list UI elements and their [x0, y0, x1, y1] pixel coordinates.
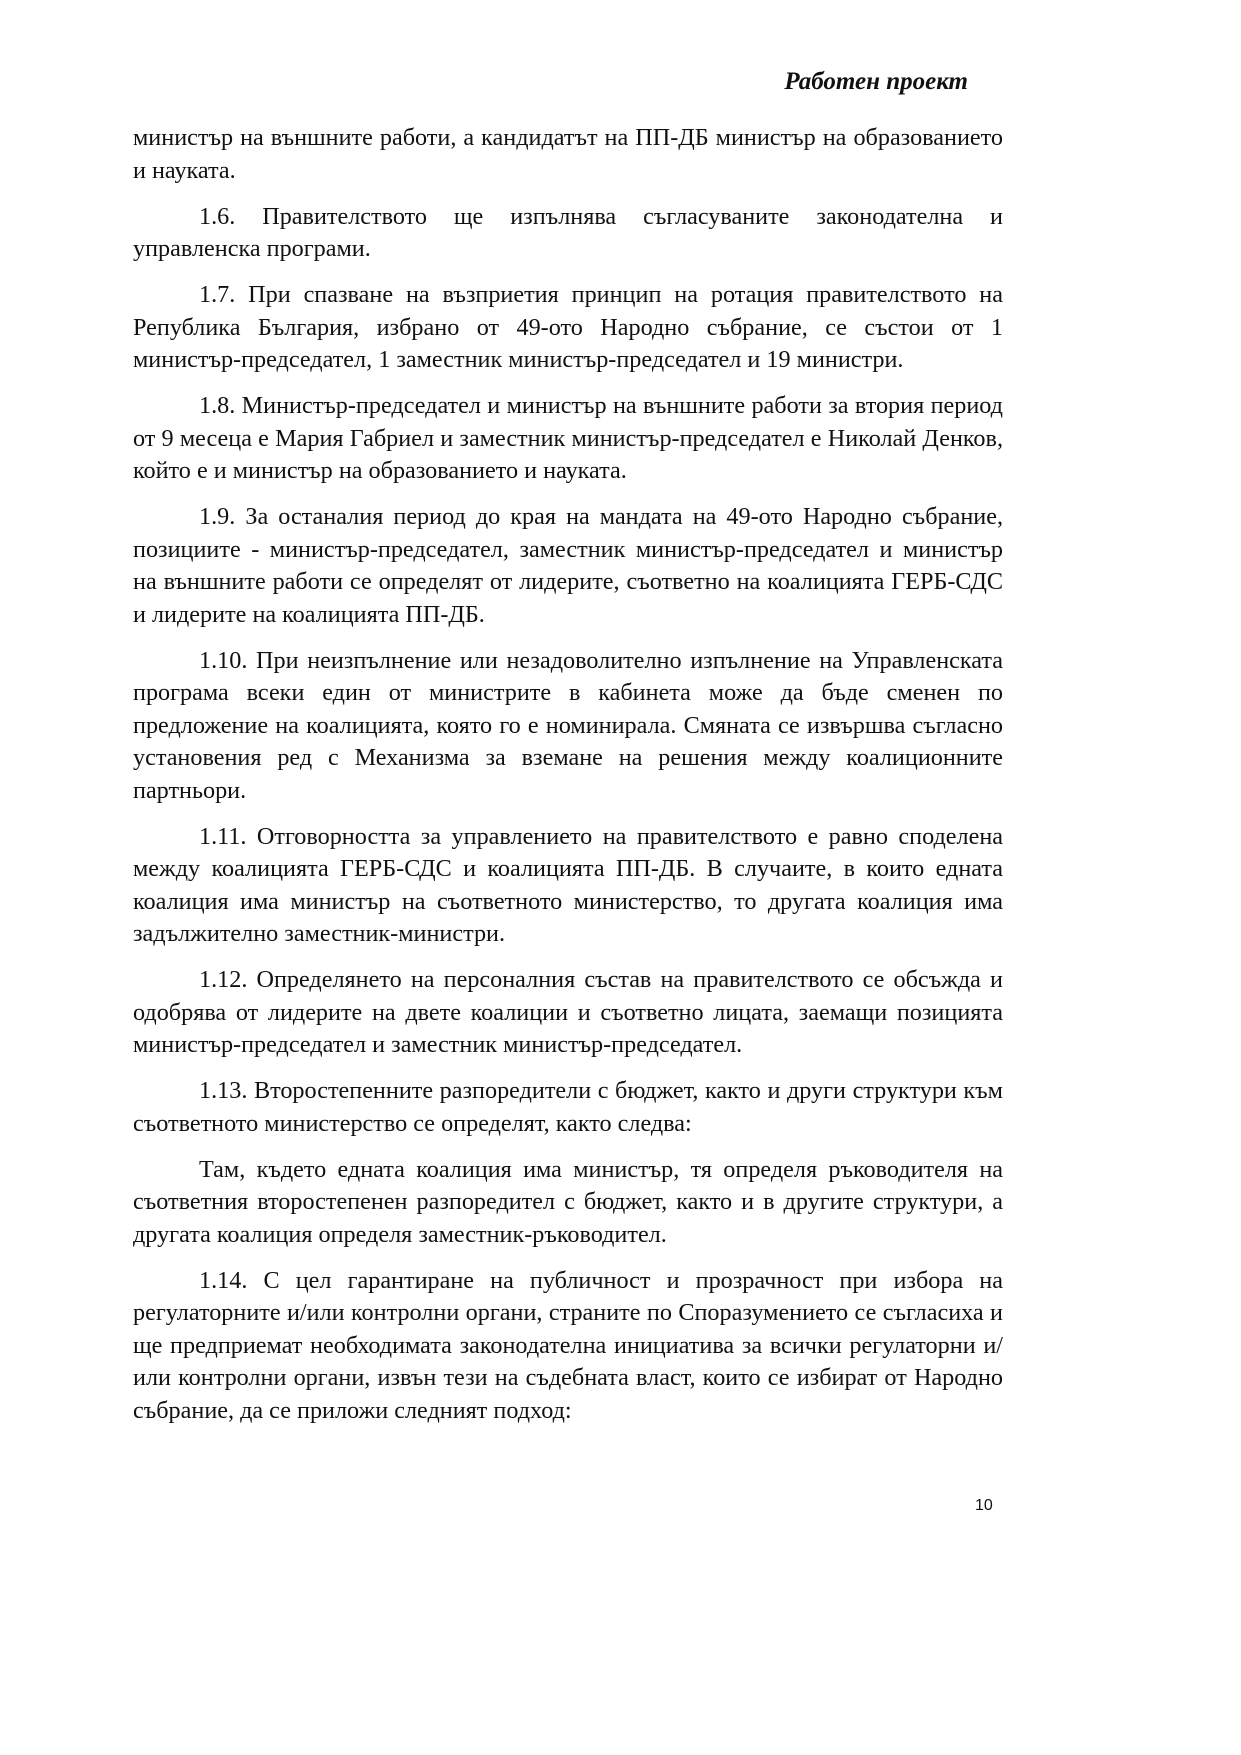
paragraph-1-11: 1.11. Отговорността за управлението на правителството е равно споделена между коалицията ГЕРБ-СДС и коалицията ПП-ДБ. В случаите, в които едната коалиция има министър на съответното министерство, то другата коалиция има задължително заместник-министри. — [133, 822, 1003, 947]
document-body — [133, 122, 1003, 1441]
paragraph-1-8: 1.8. Министър-председател и министър на външните работи за втория период от 9 месеца е Мария Габриел и заместник министър-председател е Николай Денков, който е и министър на образованието и науката. — [133, 392, 1003, 484]
paragraph-1-6: 1.6. Правителството ще изпълнява съгласуваните законодателна и управленска програми. — [133, 202, 1003, 262]
paragraph-1-7: 1.7. При спазване на възприетия принцип на ротация правителството на Република България, избрано от 49-ото Народно събрание, се състои от 1 министър-председател, 1 заместник министър-председател и 19 министри. — [133, 281, 1003, 373]
page-number: 10 — [975, 1497, 993, 1514]
paragraph-1-13-detail: Там, където едната коалиция има министър, тя определя ръководителя на съответния второстепенен разпоредител с бюджет, както и в другите структури, а другата коалиция определя заместник-ръководител. — [133, 1155, 1003, 1248]
document-header: Работен проект — [784, 68, 968, 95]
paragraph-1-12: 1.12. Определянето на персоналния състав на правителството се обсъжда и одобрява от лидерите на двете коалиции и съответно лицата, заемащи позицията министър-председател и заместник министър-председател. — [133, 966, 1003, 1058]
paragraph-1-10: 1.10. При неизпълнение или незадоволително изпълнение на Управленската програма всеки един от министрите в кабинета може да бъде сменен по предложение на коалицията, която го е номинирала. Смяната се извършва съгласно установения ред с Механизма за вземане на решения между коалиционните партньори. — [133, 646, 1003, 804]
paragraph-continuation: министър на външните работи, а кандидатът на ПП-ДБ министър на образованието и науката. — [133, 124, 1003, 184]
paragraph-1-14: 1.14. С цел гарантиране на публичност и прозрачност при избора на регулаторните и/или контролни органи, страните по Споразумението се съгласиха и ще предприемат необходимата законодателна инициатива за всички регулаторни и/ или контролни органи, извън тези на съдебната власт, които се избират от Народно събрание, да се приложи следният подход: — [133, 1266, 1003, 1424]
paragraph-1-13: 1.13. Второстепенните разпоредители с бюджет, както и други структури към съответното министерство се определят, както следва: — [133, 1077, 1003, 1137]
paragraph-1-9: 1.9. За останалия период до края на мандата на 49-ото Народно събрание, позициите - министър-председател, заместник министър-председател и министър на външните работи се определят от лидерите, съответно на коалицията ГЕРБ-СДС и лидерите на коалицията ПП-ДБ. — [133, 503, 1003, 628]
